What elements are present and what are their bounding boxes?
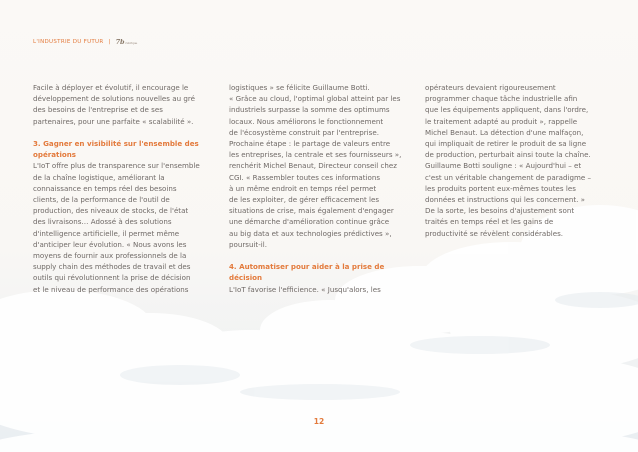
column-line: outils qui révolutionnent la prise de décision — [33, 273, 191, 283]
column-line: clients, de la performance de l'outil de — [33, 195, 170, 205]
column-line: qui impliquait de retirer le produit de sa ligne — [425, 139, 587, 149]
column-line: L'IoT offre plus de transparence sur l'ensemble — [33, 161, 200, 171]
logo-subtext: rubrique — [125, 41, 138, 45]
column-line: développement de solutions nouvelles au gré — [33, 94, 195, 104]
column-line: de l'écosystème construit par l'entreprise. — [229, 127, 379, 137]
column-line: de les exploiter, de gérer efficacement les — [229, 195, 380, 205]
column-line: de la chaîne logistique, améliorant la — [33, 172, 165, 182]
text-column-1 — [33, 82, 213, 295]
paragraph-gap — [229, 250, 409, 261]
column-line: au big data et aux technologies prédictives », — [229, 228, 392, 238]
column-line: programmer chaque tâche industrielle afin — [425, 94, 578, 104]
column-line: et le niveau de performance des opérations — [33, 284, 189, 294]
header-separator: | — [108, 39, 111, 45]
column-line: le traitement adapté au produit », rappelle — [425, 116, 578, 126]
column-line: Facile à déployer et évolutif, il encourage le — [33, 83, 189, 92]
column-line: des besoins de l'entreprise et de ses — [33, 105, 163, 115]
column-line: Prochaine étape : le partage de valeurs entre — [229, 139, 391, 149]
section-heading: opérations — [33, 150, 77, 160]
column-line: logistiques » se félicite Guillaume Botti. — [229, 83, 370, 92]
column-line: partenaires, pour une parfaite « scalabilité ». — [33, 116, 194, 126]
column-line: connaissance en temps réel des besoins — [33, 183, 177, 193]
running-header — [33, 37, 137, 47]
column-line: à un même endroit en temps réel permet — [229, 183, 377, 193]
section-title: L'INDUSTRIE DU FUTUR — [33, 39, 104, 45]
section-heading: 3. Gagner en visibilité sur l'ensemble des — [33, 139, 199, 148]
column-line: données et instructions qui les concernent. » — [425, 195, 586, 205]
column-line: des livraisons… Adossé à des solutions — [33, 217, 172, 227]
logo-mark: 7b — [115, 38, 125, 46]
column-line: Guillaume Botti souligne : « Aujourd'hui – et — [425, 161, 582, 171]
column-line: supply chain des méthodes de travail et des — [33, 262, 191, 272]
column-line: L'IoT favorise l'efficience. « Jusqu'alors, les — [229, 284, 381, 294]
column-line: les entreprises, la centrale et ses fournisseurs », — [229, 150, 402, 160]
column-line: poursuit-il. — [229, 239, 267, 249]
column-line: opérateurs devaient rigoureusement — [425, 83, 556, 92]
column-line: locaux. Nous améliorons le fonctionnement — [229, 116, 384, 126]
column-line: de production, perturbait ainsi toute la chaîne. — [425, 150, 591, 160]
text-column-2 — [229, 82, 409, 295]
column-line: d'anticiper leur évolution. « Nous avons les — [33, 239, 187, 249]
column-line: les produits portent eux-mêmes toutes les — [425, 183, 576, 193]
publication-logo — [116, 38, 137, 46]
column-line: Michel Benaut. La détection d'une malfaçon, — [425, 127, 584, 137]
column-line: industriels surpasse la somme des optimums — [229, 105, 390, 115]
column-line: renchérit Michel Benaut, Directeur conseil chez — [229, 161, 397, 171]
column-line: d'intelligence artificielle, il permet même — [33, 228, 180, 238]
section-heading: 4. Automatiser pour aider à la prise de — [229, 262, 385, 272]
column-line: traités en temps réel et les gains de — [425, 217, 554, 227]
text-column-3 — [425, 82, 605, 239]
column-line: productivité se révèlent considérables. — [425, 228, 564, 238]
paragraph-gap — [33, 127, 213, 138]
column-line: De la sorte, les besoins d'ajustement sont — [425, 206, 575, 216]
column-line: CGI. « Rassembler toutes ces informations — [229, 172, 381, 182]
page-number: 12 — [313, 417, 325, 426]
column-line: c'est un véritable changement de paradigme – — [425, 172, 592, 182]
column-line: situations de crise, mais également d'engager — [229, 206, 394, 216]
column-line: « Grâce au cloud, l'optimal global atteint par les — [229, 94, 401, 104]
column-line: moyens de fournir aux professionnels de la — [33, 251, 187, 261]
section-heading: décision — [229, 273, 263, 283]
column-line: une démarche d'amélioration continue grâce — [229, 217, 390, 227]
column-line: production, des niveaux de stocks, de l'état — [33, 206, 189, 216]
column-line: que les équipements appliquent, dans l'ordre, — [425, 105, 589, 115]
